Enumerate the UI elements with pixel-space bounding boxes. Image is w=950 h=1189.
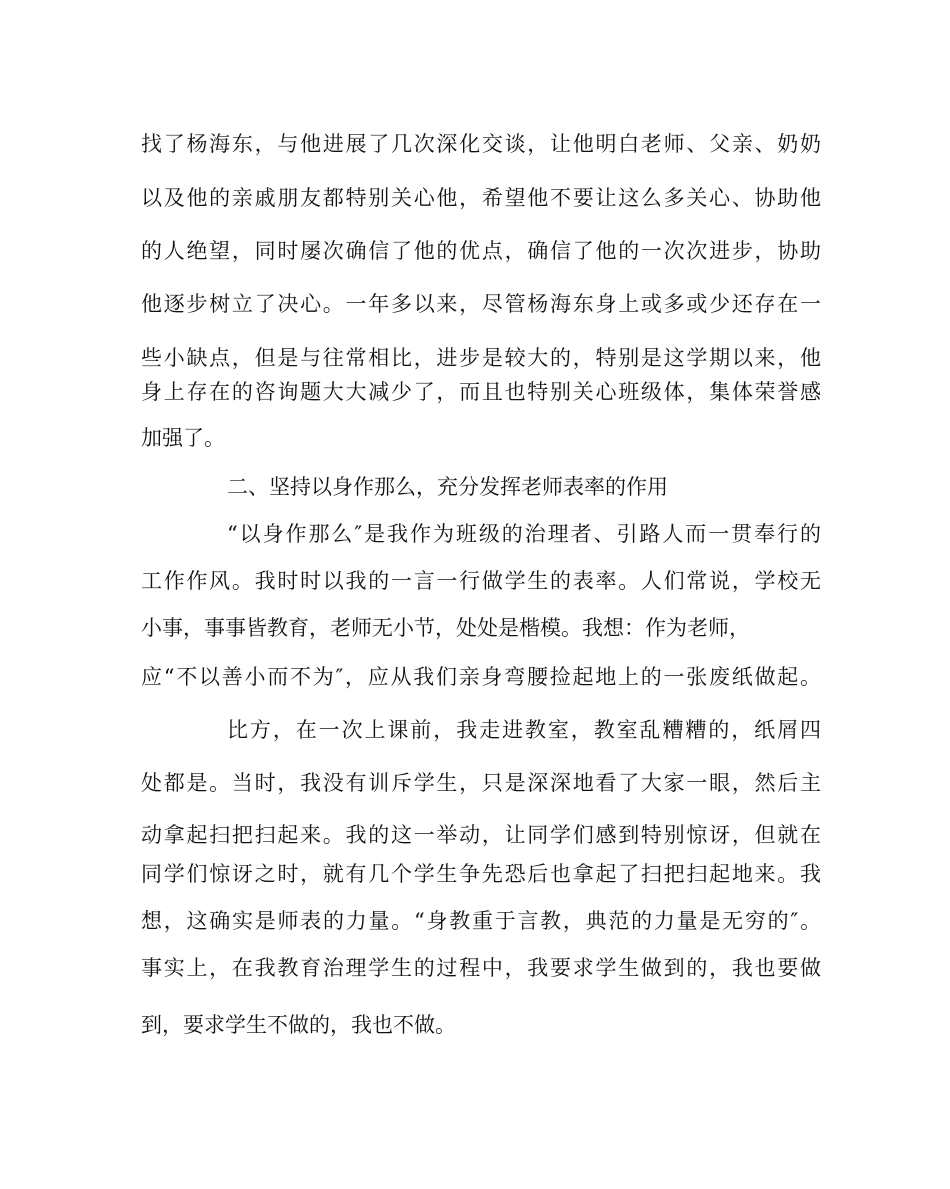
paragraph-line-2: 以及他的亲戚朋友都特别关心他，希望他不要让这么多关心、协助他 [141,186,821,210]
paragraph-line-12: 应“不以善小而不为″，应从我们亲身弯腰捡起地上的一张废纸做起。 [141,665,821,689]
paragraph-line-6: 身上存在的咨询题大大减少了，而且也特别关心班级体，集体荣誉感 [141,380,821,404]
paragraph-line-3: 的人绝望，同时屡次确信了他的优点，确信了他的一次次进步，协助 [141,239,821,263]
paragraph-line-17: 想，这确实是师表的力量。“身教重于言教，典范的力量是无穷的″。 [141,909,821,933]
paragraph-line-15: 动拿起扫把扫起来。我的这一举动，让同学们感到特别惊讶，但就在 [141,823,821,847]
paragraph-line-1: 找了杨海东，与他进展了几次深化交谈，让他明白老师、父亲、奶奶 [141,132,821,156]
paragraph-line-19: 到，要求学生不做的，我也不做。 [141,1013,456,1037]
paragraph-line-14: 处都是。当时，我没有训斥学生，只是深深地看了大家一眼，然后主 [141,771,821,795]
paragraph-line-9: “以身作那么″是我作为班级的治理者、引路人而一贯奉行的 [227,522,821,546]
paragraph-line-16: 同学们惊讶之时，就有几个学生争先恐后也拿起了扫把扫起地来。我 [141,862,821,886]
paragraph-line-5: 些小缺点，但是与往常相比，进步是较大的，特别是这学期以来，他 [141,346,821,370]
paragraph-line-4: 他逐步树立了决心。一年多以来，尽管杨海东身上或多或少还存在一 [141,292,821,316]
paragraph-line-13: 比方，在一次上课前，我走进教室，教室乱糟糟的，纸屑四 [227,718,821,742]
paragraph-line-10: 工作作风。我时时以我的一言一行做学生的表率。人们常说，学校无 [141,569,821,593]
paragraph-line-7: 加强了。 [141,426,225,450]
section-heading: 二、坚持以身作那么，充分发挥老师表率的作用 [227,475,668,499]
paragraph-line-18: 事实上，在我教育治理学生的过程中，我要求学生做到的，我也要做 [141,956,821,980]
paragraph-line-11: 小事，事事皆教育，老师无小节，处处是楷模。我想：作为老师， [141,616,750,640]
